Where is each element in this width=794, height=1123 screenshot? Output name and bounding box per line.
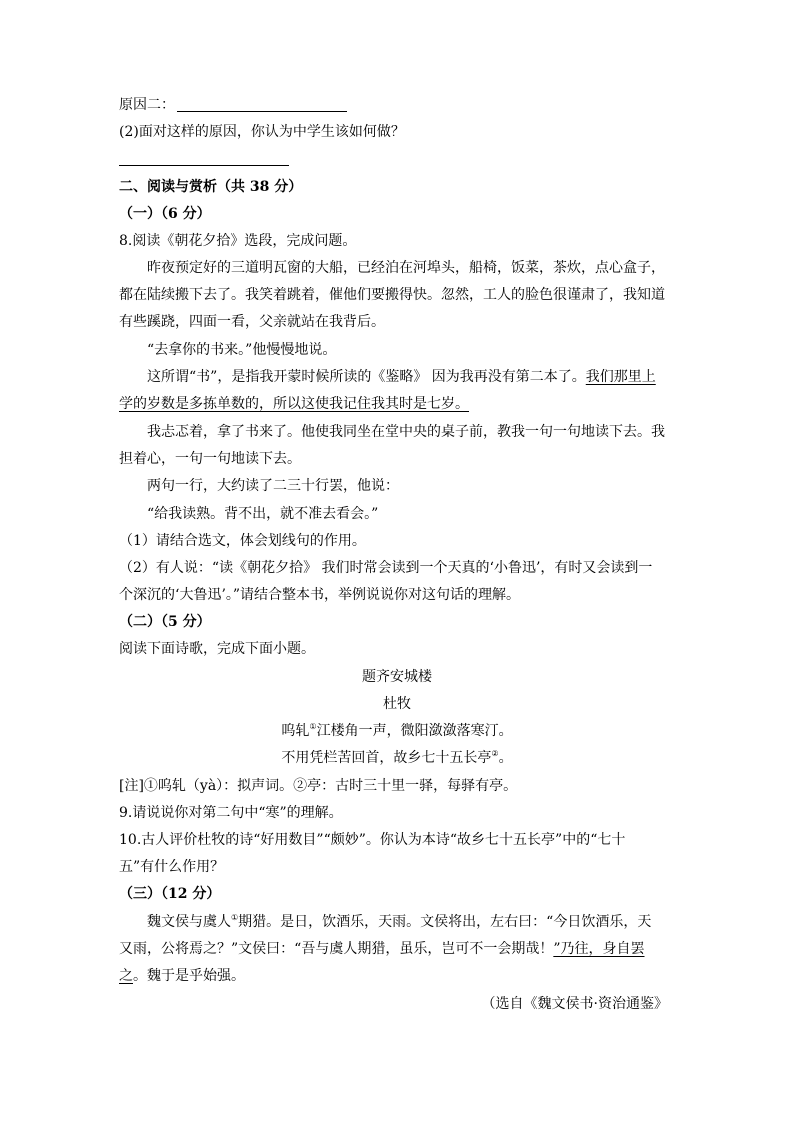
classical-text: 期猎。是日，饮酒乐，天雨。文侯将出，左右曰：“今日饮酒乐，天 (238, 914, 652, 930)
classical-text: 魏文侯与虞人 (147, 914, 231, 930)
question-10: 10.古人评价杜牧的诗“好用数目”“颇妙”。你认为本诗“故乡七十五长亭”中的“七十 (119, 832, 626, 848)
passage-line: “给我读熟。背不出，就不准去看会。” (147, 506, 379, 522)
poem-title: 题齐安城楼 (362, 669, 432, 685)
question-9: 9.请说说你对第二句中“寒”的理解。 (119, 805, 343, 821)
part3-title: （三）（12 分） (119, 886, 221, 902)
passage-line: 两句一行，大约读了二三十行罢，他说： (147, 478, 399, 494)
footnote-mark: ① (309, 722, 317, 731)
question-2: (2)面对这样的原因，你认为中学生该如何做？ (119, 124, 405, 140)
poem-line (0, 721, 794, 741)
question-10: 五”有什么作用？ (119, 859, 225, 875)
passage-line: 我忐忑着，拿了书来了。他使我同坐在堂中央的桌子前，教我一句一句地读下去。我 (147, 424, 665, 440)
passage-line: 有些蹊跷，四面一看，父亲就站在我背后。 (119, 314, 385, 330)
poem-text: 呜轧 (281, 723, 310, 739)
underlined-sentence: ”乃往，身自罢 (553, 941, 645, 957)
source-citation: （选自《魏文侯书·资治通鉴》 (481, 996, 668, 1012)
poem-text: 江楼角一声，微阳潋潋落寒汀。 (316, 723, 513, 739)
classical-line (119, 966, 245, 986)
footnote-mark: ① (231, 913, 239, 922)
underlined-sentence: 之 (119, 968, 133, 984)
passage-line (147, 367, 656, 387)
part2-title: （二）（5 分） (119, 614, 211, 630)
poem-author: 杜牧 (383, 696, 411, 712)
underlined-sentence: 学的岁数是多拣单数的，所以这使我记住我其时是七岁。 (119, 396, 469, 412)
q8-sub2: 个深沉的‘大鲁迅’。”请结合整本书，举例说说你对这句话的理解。 (119, 587, 521, 603)
passage-line (119, 394, 469, 414)
section-title: 二、阅读与赏析（共 38 分） (119, 179, 303, 195)
underlined-sentence: 我们那里上 (585, 369, 656, 385)
passage-line: 昨夜预定好的三道明瓦窗的大船，已经泊在河埠头，船椅，饭菜，茶炊，点心盒子， (147, 260, 665, 276)
reason2-line (119, 95, 347, 115)
q8-intro: 8.阅读《朝花夕拾》选段，完成问题。 (119, 233, 357, 249)
q8-sub2: （2）有人说：“读《朝花夕拾》 我们时常会读到一个天真的‘小鲁迅’，有时又会读到一 (119, 560, 653, 576)
passage-line: 担着心，一句一句地读下去。 (119, 451, 301, 467)
poem-line (0, 748, 794, 768)
passage-line: “去拿你的书来。”他慢慢地说。 (147, 342, 337, 358)
passage-line: 都在陆续搬下去了。我笑着跳着，催他们要搬得快。忽然，工人的脸色很谨肃了，我知道 (119, 287, 665, 303)
part2-intro: 阅读下面诗歌，完成下面小题。 (119, 641, 315, 657)
answer-blank[interactable] (177, 97, 347, 112)
poem-note: [注]①呜轧（yà）：拟声词。②亭：古时三十里一驿，每驿有亭。 (119, 778, 518, 794)
q8-sub1: （1）请结合选文，体会划线句的作用。 (119, 533, 366, 549)
classical-text: 又雨，公将焉之？”文侯曰：“吾与虞人期猎，虽乐，岂可不一会期哉！ (119, 941, 554, 957)
classical-line (147, 912, 651, 932)
part1-title: （一）（6 分） (119, 206, 211, 222)
footnote-mark: ② (491, 749, 499, 758)
classical-line (119, 939, 645, 959)
passage-text: 这所谓“书”，是指我开蒙时候所读的《鉴略》 因为我再没有第二本了。 (147, 369, 586, 385)
reason2-label: 原因二： (119, 97, 175, 113)
answer-line[interactable] (119, 165, 289, 166)
poem-text: 。 (498, 750, 513, 766)
poem-text: 不用凭栏苦回首，故乡七十五长亭 (281, 750, 492, 766)
classical-text: 。魏于是乎始强。 (133, 968, 245, 984)
